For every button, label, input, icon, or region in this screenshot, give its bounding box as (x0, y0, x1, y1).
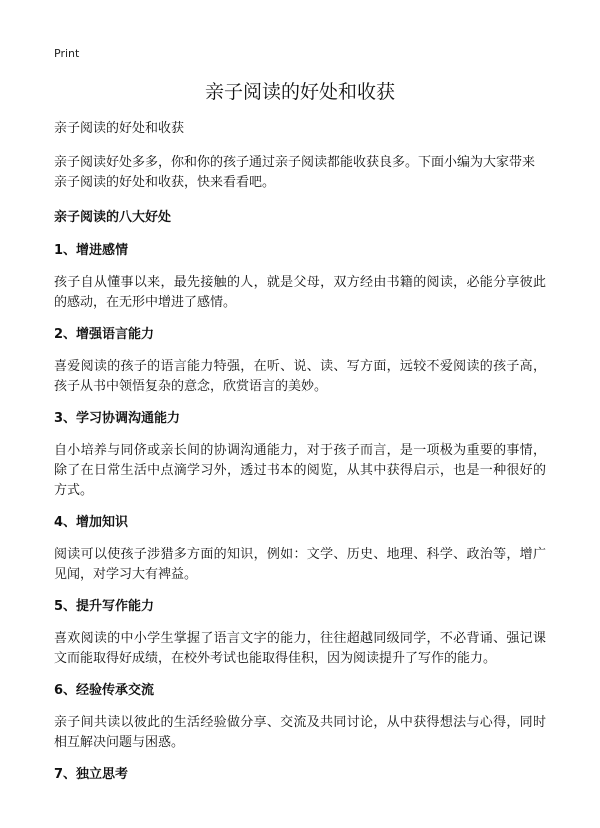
benefit-item (54, 409, 546, 501)
benefit-body: 喜爱阅读的孩子的语言能力特强，在听、说、读、写方面，远较不爱阅读的孩子高，孩子从书中领悟复杂的意念，欣赏语言的美妙。 (54, 359, 546, 394)
benefit-item (54, 513, 546, 585)
benefit-body: 阅读可以使孩子涉猎多方面的知识，例如：文学、历史、地理、科学、政治等，增广见闻，对学习大有裨益。 (54, 547, 546, 582)
benefit-item (54, 681, 546, 753)
benefit-body: 自小培养与同侪或亲长间的协调沟通能力，对于孩子而言，是一项极为重要的事情，除了在日常生活中点滴学习外，透过书本的阅览，从其中获得启示，也是一种很好的方式。 (54, 443, 546, 498)
print-link[interactable]: Print (54, 47, 80, 60)
benefit-heading: 2、增强语言能力 (54, 327, 155, 342)
benefit-heading: 5、提升写作能力 (54, 599, 155, 614)
article-content (54, 119, 546, 797)
section-heading: 亲子阅读的八大好处 (54, 210, 172, 225)
article-intro: 亲子阅读好处多多，你和你的孩子通过亲子阅读都能收获良多。下面小编为大家带来亲子阅读的好处和收获，快来看看吧。 (54, 155, 536, 190)
benefit-heading: 1、增进感情 (54, 243, 129, 258)
benefit-body: 喜欢阅读的中小学生掌握了语言文字的能力，往往超越同级同学，不必背诵、强记课文而能取得好成绩，在校外考试也能取得佳积，因为阅读提升了写作的能力。 (54, 631, 546, 666)
benefit-heading: 6、经验传承交流 (54, 683, 155, 698)
benefit-heading: 7、独立思考 (54, 767, 129, 782)
benefit-item (54, 241, 546, 313)
benefit-heading: 3、学习协调沟通能力 (54, 411, 181, 426)
benefit-item (54, 597, 546, 669)
benefit-body: 孩子自从懂事以来，最先接触的人，就是父母，双方经由书籍的阅读，必能分享彼此的感动，在无形中增进了感情。 (54, 275, 546, 310)
article-subtitle: 亲子阅读的好处和收获 (54, 121, 185, 136)
benefit-item (54, 325, 546, 397)
benefit-body: 亲子间共读以彼此的生活经验做分享、交流及共同讨论，从中获得想法与心得，同时相互解决问题与困惑。 (54, 715, 546, 750)
benefit-item (54, 765, 546, 785)
benefit-heading: 4、增加知识 (54, 515, 129, 530)
page-title: 亲子阅读的好处和收获 (204, 81, 395, 103)
